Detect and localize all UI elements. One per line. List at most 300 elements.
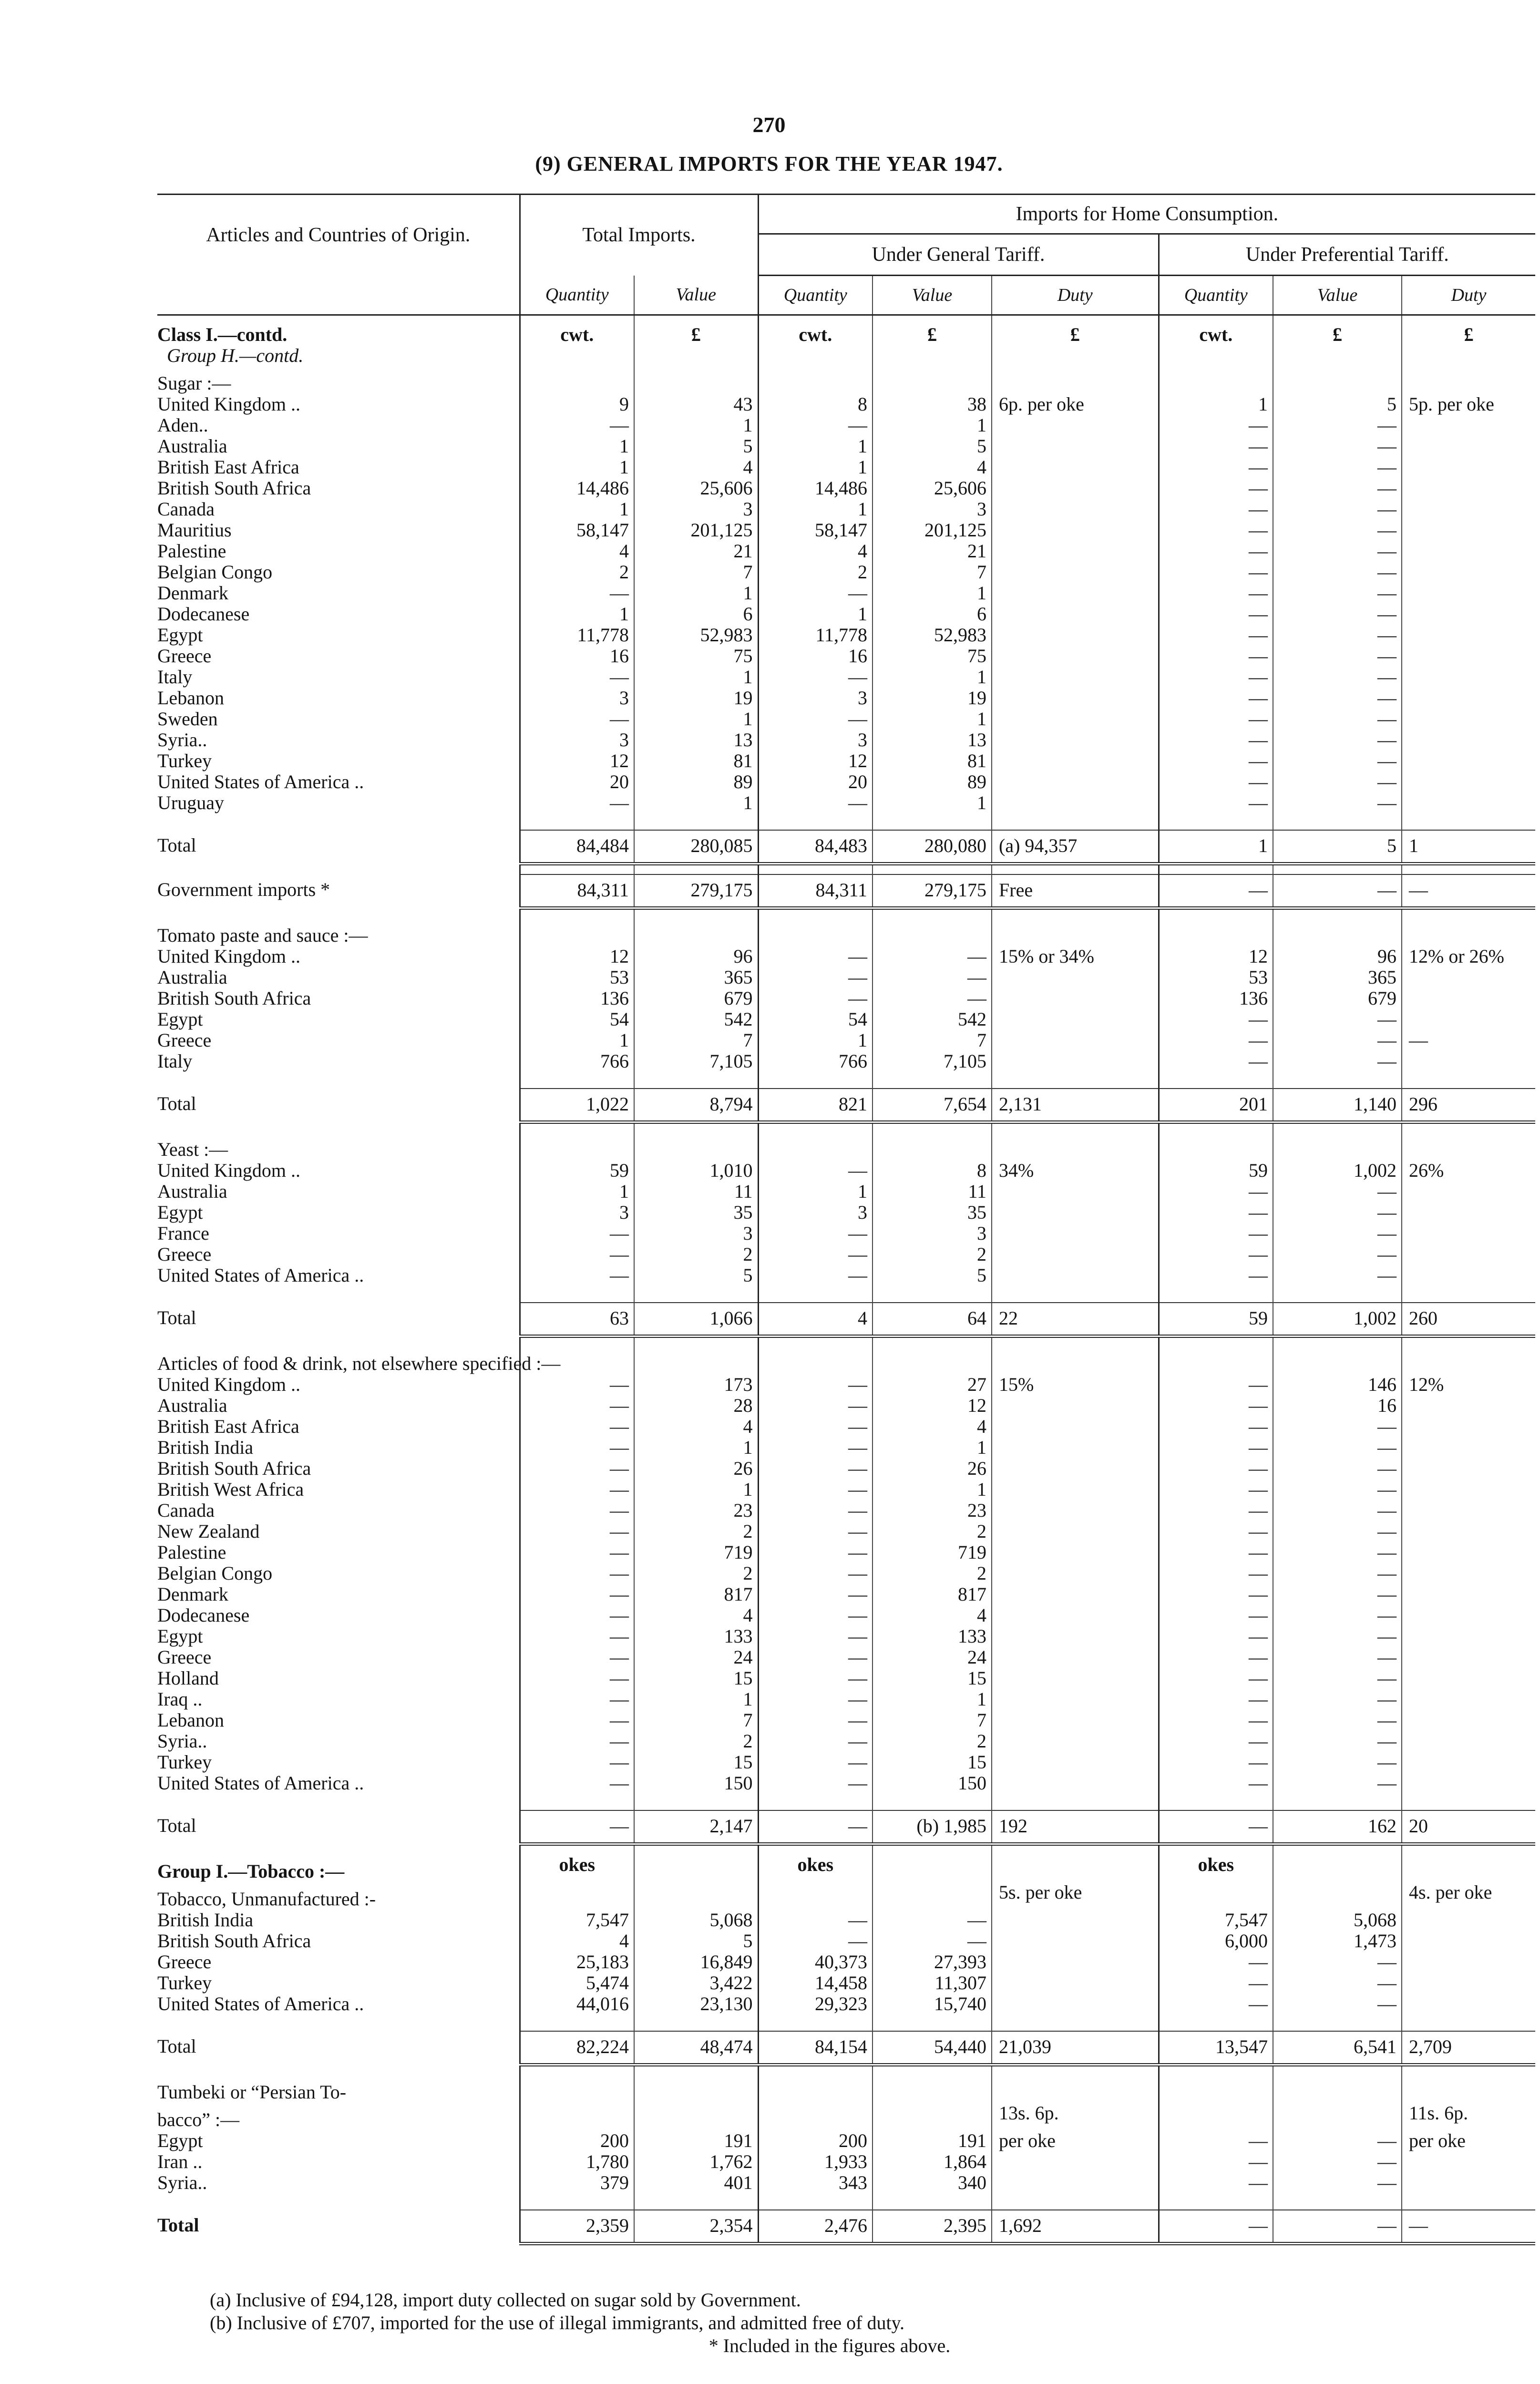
cell-general-duty [992, 730, 1159, 750]
cell-pref-value: — [1273, 2210, 1402, 2244]
cell-pref-value: — [1273, 1689, 1402, 1710]
cell-total-quantity: — [520, 1668, 634, 1689]
cell-total-quantity: 25,183 [520, 1952, 634, 1973]
cell-pref-duty [1402, 625, 1535, 646]
cell-general-quantity: — [758, 1265, 873, 1286]
cell-general-value: 542 [873, 1009, 992, 1030]
unit-general-quantity: cwt. [758, 315, 873, 346]
table-row [157, 967, 1535, 988]
cell-total-value: 8,794 [634, 1089, 758, 1122]
group-heading: Group H.—contd. [167, 345, 304, 366]
cell-pref-value: — [1273, 1994, 1402, 2014]
cell-pref-quantity: — [1159, 2172, 1273, 2193]
cell-total-quantity: 11,778 [520, 625, 634, 646]
cell-pref-quantity: — [1159, 771, 1273, 792]
cell-label: Denmark [157, 582, 228, 604]
cell-pref-quantity: — [1159, 1647, 1273, 1668]
cell-pref-duty [1402, 1931, 1535, 1952]
cell-pref-duty [1402, 1647, 1535, 1668]
cell-general-quantity: — [758, 1647, 873, 1668]
cell-general-quantity: 16 [758, 646, 873, 667]
cell-total-value: 15 [634, 1752, 758, 1773]
cell-general-value: 1 [873, 667, 992, 688]
cell-pref-duty [1402, 1202, 1535, 1223]
cell-pref-quantity: — [1159, 1202, 1273, 1223]
cell-pref-value: 5 [1273, 394, 1402, 415]
cell-pref-quantity: — [1159, 1500, 1273, 1521]
cell-general-value: 150 [873, 1773, 992, 1794]
cell-total-quantity: 136 [520, 988, 634, 1009]
cell-pref-quantity: — [1159, 750, 1273, 771]
cell-general-duty [992, 1563, 1159, 1584]
cell-general-quantity: — [758, 1910, 873, 1931]
spacer-row [157, 1286, 1535, 1303]
cell-label: Iraq .. [157, 1688, 203, 1710]
cell-total-quantity: — [520, 1810, 634, 1844]
cell-general-value: 23 [873, 1500, 992, 1521]
cell-pref-duty [1402, 1479, 1535, 1500]
cell-pref-value: — [1273, 1009, 1402, 1030]
cell-general-duty [992, 499, 1159, 520]
cell-total-quantity: 12 [520, 750, 634, 771]
col-general-duty: Duty [992, 276, 1159, 315]
cell-label: Canada [157, 498, 215, 520]
cell-pref-duty: 5p. per oke [1402, 394, 1535, 415]
cell-pref-duty [1402, 1181, 1535, 1202]
cell-general-duty [992, 1931, 1159, 1952]
cell-general-value: 1,864 [873, 2151, 992, 2172]
cell-total-value: 279,175 [634, 874, 758, 908]
cell-general-duty [992, 646, 1159, 667]
imports-table [157, 194, 1535, 2245]
cell-pref-value: — [1273, 771, 1402, 792]
cell-total-quantity: 3 [520, 688, 634, 709]
cell-pref-value: — [1273, 1731, 1402, 1752]
cell-general-value: 52,983 [873, 625, 992, 646]
cell-total-value: 2 [634, 1521, 758, 1542]
cell-total-quantity: 54 [520, 1009, 634, 1030]
cell-total-value: 7,105 [634, 1051, 758, 1072]
cell-total-quantity: — [520, 1689, 634, 1710]
cell-total-quantity: 4 [520, 541, 634, 562]
cell-label: British South Africa [157, 987, 311, 1009]
cell-pref-value: — [1273, 1973, 1402, 1994]
table-row [157, 457, 1535, 478]
cell-general-quantity: 2,476 [758, 2210, 873, 2244]
cell-pref-quantity: — [1159, 1395, 1273, 1416]
sugar-government-imports-row [157, 874, 1535, 908]
cell-pref-duty [1402, 499, 1535, 520]
cell-general-duty [992, 988, 1159, 1009]
cell-pref-quantity: — [1159, 1458, 1273, 1479]
cell-general-quantity: — [758, 1931, 873, 1952]
tumbeki-general-duty-cont: per oke [992, 2130, 1159, 2151]
table-row [157, 1416, 1535, 1437]
total-label: Total [157, 1815, 196, 1836]
cell-pref-value: 162 [1273, 1810, 1402, 1844]
cell-general-quantity: — [758, 1710, 873, 1731]
gap-row [157, 908, 1535, 919]
table-row [157, 2130, 1535, 2151]
cell-label: Uruguay [157, 792, 224, 813]
cell-pref-value: — [1273, 1626, 1402, 1647]
cell-pref-quantity: — [1159, 1521, 1273, 1542]
cell-pref-value: — [1273, 436, 1402, 457]
cell-pref-quantity: 59 [1159, 1303, 1273, 1336]
cell-total-quantity: — [520, 1710, 634, 1731]
cell-general-value: 1 [873, 1689, 992, 1710]
articles-header-blank [157, 276, 520, 315]
cell-pref-quantity: 6,000 [1159, 1931, 1273, 1952]
sugar-total-row [157, 830, 1535, 864]
cell-pref-value: — [1273, 1563, 1402, 1584]
cell-total-quantity: 3 [520, 1202, 634, 1223]
cell-general-quantity: 343 [758, 2172, 873, 2193]
cell-pref-duty [1402, 967, 1535, 988]
cell-pref-value: — [1273, 1521, 1402, 1542]
cell-total-value: 7 [634, 1030, 758, 1051]
cell-general-value: 27,393 [873, 1952, 992, 1973]
cell-total-quantity: — [520, 1265, 634, 1286]
cell-total-quantity: 379 [520, 2172, 634, 2193]
cell-total-value: 1,010 [634, 1160, 758, 1181]
cell-total-quantity: — [520, 1563, 634, 1584]
cell-pref-value: 1,002 [1273, 1160, 1402, 1181]
tumbeki-general-duty: 13s. 6p. [992, 2103, 1159, 2130]
cell-label: Canada [157, 1500, 215, 1521]
cell-pref-duty [1402, 1584, 1535, 1605]
cell-pref-quantity: — [1159, 1810, 1273, 1844]
cell-pref-value: 146 [1273, 1374, 1402, 1395]
cell-general-value: 340 [873, 2172, 992, 2193]
cell-general-value: 1 [873, 415, 992, 436]
cell-pref-value: — [1273, 1181, 1402, 1202]
cell-pref-duty [1402, 1689, 1535, 1710]
cell-general-value: 21 [873, 541, 992, 562]
cell-general-duty [992, 2151, 1159, 2172]
cell-pref-quantity: — [1159, 730, 1273, 750]
cell-label: Aden.. [157, 414, 208, 436]
tumbeki-pref-duty-cont: per oke [1402, 2130, 1535, 2151]
cell-pref-duty [1402, 1395, 1535, 1416]
cell-pref-quantity: — [1159, 1051, 1273, 1072]
cell-pref-duty [1402, 988, 1535, 1009]
cell-general-quantity: 1 [758, 604, 873, 625]
cell-label: Dodecanese [157, 1604, 250, 1626]
table-row [157, 583, 1535, 604]
cell-general-quantity: — [758, 1374, 873, 1395]
cell-pref-duty [1402, 1458, 1535, 1479]
group-i-heading: Group I.—Tobacco :— [157, 1860, 345, 1882]
general-tariff-header: Under General Tariff. [758, 234, 1159, 276]
table-row [157, 1994, 1535, 2014]
cell-total-value: 23,130 [634, 1994, 758, 2014]
cell-pref-quantity: — [1159, 1710, 1273, 1731]
cell-pref-value: — [1273, 1202, 1402, 1223]
unit-total-quantity: cwt. [520, 315, 634, 346]
gap-row [157, 1336, 1535, 1347]
cell-total-value: 2,354 [634, 2210, 758, 2244]
cell-general-value: 54,440 [873, 2031, 992, 2065]
cell-total-value: 6 [634, 604, 758, 625]
cell-pref-duty [1402, 667, 1535, 688]
cell-pref-duty [1402, 520, 1535, 541]
table-row [157, 478, 1535, 499]
cell-general-quantity: 58,147 [758, 520, 873, 541]
cell-label: United States of America .. [157, 1772, 364, 1794]
cell-total-value: 5 [634, 1265, 758, 1286]
cell-total-value: 4 [634, 1416, 758, 1437]
table-row [157, 1731, 1535, 1752]
cell-total-quantity: — [520, 415, 634, 436]
cell-general-value: 4 [873, 457, 992, 478]
cell-general-value: 1 [873, 1437, 992, 1458]
cell-total-value: 150 [634, 1773, 758, 1794]
cell-label: United Kingdom .. [157, 1374, 300, 1395]
cell-total-value: 11 [634, 1181, 758, 1202]
cell-total-value: 24 [634, 1647, 758, 1668]
cell-general-quantity: 3 [758, 730, 873, 750]
table-row [157, 1437, 1535, 1458]
cell-label: Greece [157, 645, 212, 667]
cell-label: Greece [157, 1243, 212, 1265]
cell-general-value: — [873, 1910, 992, 1931]
cell-pref-duty: 296 [1402, 1089, 1535, 1122]
cell-total-quantity: — [520, 583, 634, 604]
tomato-paste-heading-row [157, 918, 1535, 946]
cell-label: Denmark [157, 1583, 228, 1605]
cell-pref-quantity: — [1159, 520, 1273, 541]
cell-pref-duty: 2,709 [1402, 2031, 1535, 2065]
cell-pref-duty [1402, 541, 1535, 562]
cell-total-value: 89 [634, 771, 758, 792]
cell-general-duty [992, 1437, 1159, 1458]
table-row [157, 1605, 1535, 1626]
cell-total-value: 2 [634, 1244, 758, 1265]
cell-general-duty [992, 1009, 1159, 1030]
cell-label: Australia [157, 966, 227, 988]
cell-total-value: 817 [634, 1584, 758, 1605]
cell-general-duty [992, 1244, 1159, 1265]
table-row [157, 1265, 1535, 1286]
cell-general-duty [992, 457, 1159, 478]
cell-general-duty [992, 1500, 1159, 1521]
cell-pref-value: — [1273, 478, 1402, 499]
cell-pref-quantity: — [1159, 499, 1273, 520]
cell-total-value: 173 [634, 1374, 758, 1395]
cell-pref-value: 5,068 [1273, 1910, 1402, 1931]
cell-pref-value: — [1273, 583, 1402, 604]
cell-general-duty [992, 1030, 1159, 1051]
cell-total-quantity: 1 [520, 457, 634, 478]
table-row [157, 436, 1535, 457]
cell-general-quantity: — [758, 1563, 873, 1584]
cell-general-value: 817 [873, 1584, 992, 1605]
table-row [157, 667, 1535, 688]
cell-pref-value: — [1273, 1458, 1402, 1479]
cell-total-quantity: — [520, 1374, 634, 1395]
preferential-tariff-header: Under Preferential Tariff. [1159, 234, 1535, 276]
cell-pref-duty [1402, 1668, 1535, 1689]
cell-total-value: 1 [634, 1689, 758, 1710]
cell-pref-value: — [1273, 1542, 1402, 1563]
cell-pref-value: — [1273, 1244, 1402, 1265]
cell-label: Italy [157, 1050, 193, 1072]
cell-label: Egypt [157, 1008, 203, 1030]
cell-label: Egypt [157, 2130, 203, 2151]
table-row [157, 771, 1535, 792]
page-number: 270 [752, 113, 786, 137]
cell-total-value: 4 [634, 1605, 758, 1626]
cell-total-value: 35 [634, 1202, 758, 1223]
cell-total-quantity: 2,359 [520, 2210, 634, 2244]
cell-label: Egypt [157, 1202, 203, 1223]
cell-total-quantity: 82,224 [520, 2031, 634, 2065]
cell-label: New Zealand [157, 1521, 260, 1542]
cell-pref-duty: — [1402, 1030, 1535, 1051]
cell-total-quantity: 1,780 [520, 2151, 634, 2172]
cell-pref-duty [1402, 730, 1535, 750]
cell-general-value: 7,105 [873, 1051, 992, 1072]
cell-general-duty [992, 1605, 1159, 1626]
cell-total-value: 52,983 [634, 625, 758, 646]
cell-general-duty [992, 1051, 1159, 1072]
cell-general-duty [992, 1542, 1159, 1563]
tobacco-unmanufactured-heading-row [157, 1882, 1535, 1910]
cell-pref-duty [1402, 415, 1535, 436]
spacer-row [157, 2193, 1535, 2210]
cell-total-value: 4 [634, 457, 758, 478]
cell-pref-quantity: — [1159, 1994, 1273, 2014]
cell-pref-quantity: — [1159, 1584, 1273, 1605]
table-row [157, 750, 1535, 771]
cell-label: United Kingdom .. [157, 1160, 300, 1181]
cell-general-value: 4 [873, 1416, 992, 1437]
table-row [157, 1500, 1535, 1521]
cell-pref-quantity: — [1159, 583, 1273, 604]
cell-total-value: 1,762 [634, 2151, 758, 2172]
table-row [157, 1647, 1535, 1668]
cell-general-duty [992, 771, 1159, 792]
cell-total-quantity: 1 [520, 436, 634, 457]
cell-total-value: 1 [634, 709, 758, 730]
cell-general-quantity: — [758, 1500, 873, 1521]
cell-general-duty [992, 1952, 1159, 1973]
cell-pref-quantity: — [1159, 1773, 1273, 1794]
cell-pref-quantity: — [1159, 457, 1273, 478]
tumbeki-total-row [157, 2210, 1535, 2244]
cell-label: Iran .. [157, 2151, 203, 2172]
cell-pref-duty [1402, 646, 1535, 667]
cell-total-value: 7 [634, 1710, 758, 1731]
cell-general-value: 15 [873, 1668, 992, 1689]
food-and-drink-nes-heading-row [157, 1346, 1535, 1374]
cell-general-duty [992, 562, 1159, 583]
cell-general-quantity: — [758, 1160, 873, 1181]
cell-total-quantity: — [520, 1458, 634, 1479]
cell-general-value: 1 [873, 1479, 992, 1500]
cell-pref-duty [1402, 1626, 1535, 1647]
cell-total-quantity: — [520, 1395, 634, 1416]
cell-pref-value: — [1273, 688, 1402, 709]
tumbeki-heading: Tumbeki or “Persian To- [157, 2081, 347, 2103]
cell-general-value: 38 [873, 394, 992, 415]
table-row [157, 1160, 1535, 1181]
col-pref-duty: Duty [1402, 276, 1535, 315]
cell-pref-duty [1402, 583, 1535, 604]
table-row [157, 730, 1535, 750]
cell-general-value: — [873, 988, 992, 1009]
cell-general-value: 1 [873, 709, 992, 730]
cell-pref-value: 16 [1273, 1395, 1402, 1416]
gap-row [157, 2065, 1535, 2076]
cell-pref-value: 1,473 [1273, 1931, 1402, 1952]
cell-general-quantity: 1 [758, 1181, 873, 1202]
cell-pref-quantity: 53 [1159, 967, 1273, 988]
cell-total-quantity: 1 [520, 499, 634, 520]
cell-total-value: 542 [634, 1009, 758, 1030]
cell-general-quantity: 200 [758, 2130, 873, 2151]
cell-total-value: 21 [634, 541, 758, 562]
tomato-paste-total-row [157, 1089, 1535, 1122]
cell-total-value: 2 [634, 1731, 758, 1752]
cell-total-quantity: — [520, 1584, 634, 1605]
cell-total-quantity: 1 [520, 604, 634, 625]
cell-general-duty [992, 520, 1159, 541]
cell-total-quantity: — [520, 1500, 634, 1521]
cell-total-quantity: — [520, 1223, 634, 1244]
cell-total-quantity: 14,486 [520, 478, 634, 499]
cell-pref-duty [1402, 1521, 1535, 1542]
cell-general-duty [992, 1584, 1159, 1605]
cell-pref-value: — [1273, 874, 1402, 908]
cell-total-quantity: 63 [520, 1303, 634, 1336]
cell-total-quantity: 7,547 [520, 1910, 634, 1931]
cell-general-duty [992, 1973, 1159, 1994]
cell-general-value: 89 [873, 771, 992, 792]
cell-general-quantity: 11,778 [758, 625, 873, 646]
cell-general-quantity: — [758, 1416, 873, 1437]
cell-pref-value: — [1273, 1647, 1402, 1668]
cell-pref-value: 1,002 [1273, 1303, 1402, 1336]
cell-pref-value: 96 [1273, 946, 1402, 967]
cell-pref-value: — [1273, 1030, 1402, 1051]
cell-label: Greece [157, 1029, 212, 1051]
cell-general-value: 26 [873, 1458, 992, 1479]
cell-total-quantity: 3 [520, 730, 634, 750]
cell-total-value: 1 [634, 1479, 758, 1500]
table-row [157, 1710, 1535, 1731]
cell-pref-duty [1402, 1994, 1535, 2014]
cell-pref-quantity: — [1159, 1181, 1273, 1202]
cell-general-value: 13 [873, 730, 992, 750]
cell-general-quantity: 14,486 [758, 478, 873, 499]
cell-total-value: 1 [634, 667, 758, 688]
cell-label: Italy [157, 666, 193, 688]
cell-general-duty [992, 709, 1159, 730]
table-row [157, 1563, 1535, 1584]
cell-general-duty: 6p. per oke [992, 394, 1159, 415]
cell-total-value: 201,125 [634, 520, 758, 541]
cell-general-value: 19 [873, 688, 992, 709]
cell-general-value: 64 [873, 1303, 992, 1336]
unit-general-value: £ [873, 315, 992, 346]
yeast-heading: Yeast :— [157, 1139, 228, 1160]
cell-general-quantity: 4 [758, 1303, 873, 1336]
cell-total-quantity: — [520, 792, 634, 813]
cell-total-quantity: — [520, 1416, 634, 1437]
cell-general-duty [992, 2172, 1159, 2193]
